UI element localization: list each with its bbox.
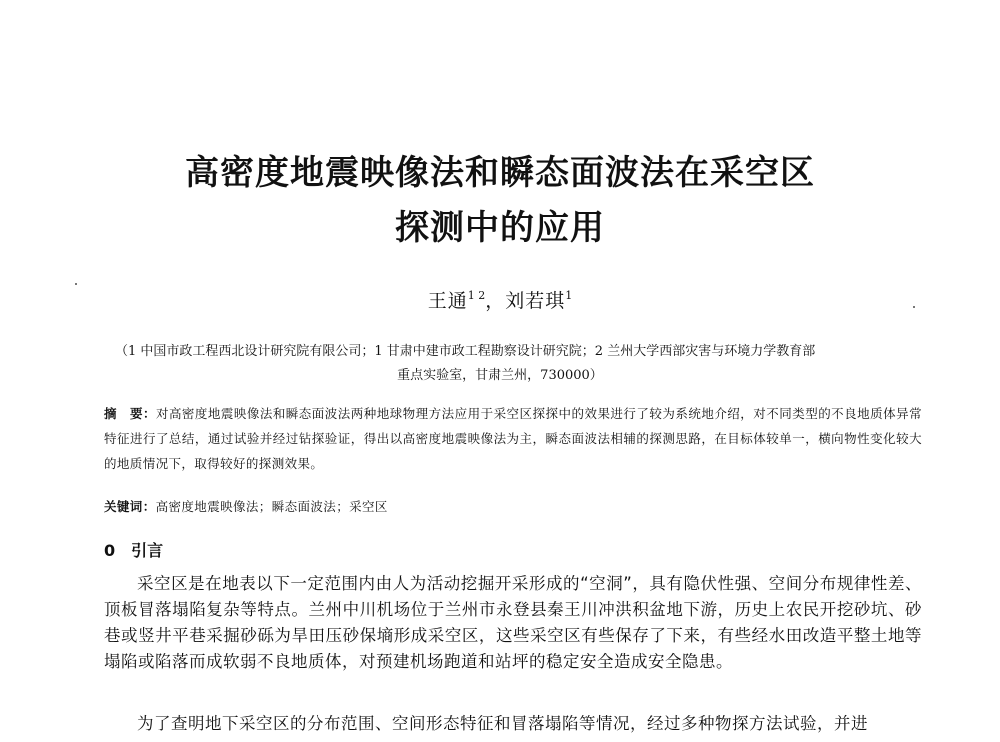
body-paragraph: 为了查明地下采空区的分布范围、空间形态特征和冒落塌陷等情况，经过多种物探方法试验，并进 — [137, 714, 868, 733]
author-affiliation-marker: 1 — [565, 289, 573, 302]
abstract-label: 摘 要： — [104, 406, 156, 421]
section-heading — [104, 539, 163, 563]
body-paragraph: 采空区是在地表以下一定范围内由人为活动挖掘开采形成的“空洞”，具有隐伏性强、空间分布规律性差、顶板冒落塌陷复杂等特点。兰州中川机场位于兰州市永登县秦王川冲洪积盆地下游，历史上农民开挖砂坑、砂巷或竖井平巷采掘砂砾为旱田压砂保墒形成采空区，这些采空区有些保存了下来，有些经水田改造平整土地等塌陷或陷落而成软弱不良地质体，对预建机场跑道和站坪的稳定安全造成安全隐患。 — [104, 574, 922, 671]
affiliation-line-1: （1 中国市政工程西北设计研究院有限公司；1 甘肃中建市政工程勘察设计研究院；2 兰州大学西部灾害与环境力学教育部 — [115, 344, 816, 359]
paper-title-line-2: 探测中的应用 — [395, 208, 605, 248]
section-number: 0 — [104, 541, 116, 560]
keywords-label: 关键词： — [104, 499, 156, 514]
abstract-text: 对高密度地震映像法和瞬态面波法两种地球物理方法应用于采空区探探中的效果进行了较为系统地介绍，对不同类型的不良地质体异常特征进行了总结，通过试验并经过钻探验证，得出以高密度地震映像法为主，瞬态面波法相辅的探测思路，在目标体较单一，横向物性变化较大的地质情况下，取得较好的探测效果。 — [104, 406, 922, 471]
author-list — [0, 282, 1000, 315]
paper-title-line-1: 高密度地震映像法和瞬态面波法在采空区 — [185, 153, 815, 193]
author-name: 刘若琪 — [505, 290, 566, 312]
author-name: 王通 — [427, 290, 468, 312]
author-affiliation-marker: 1 2 — [467, 289, 486, 302]
affiliation-line-2: 重点实验室，甘肃兰州，730000） — [397, 368, 603, 383]
author-separator: ， — [485, 290, 506, 312]
section-title: 引言 — [131, 541, 164, 560]
abstract — [104, 401, 922, 476]
keywords-text: 高密度地震映像法；瞬态面波法；采空区 — [155, 499, 388, 514]
keywords — [104, 495, 922, 519]
